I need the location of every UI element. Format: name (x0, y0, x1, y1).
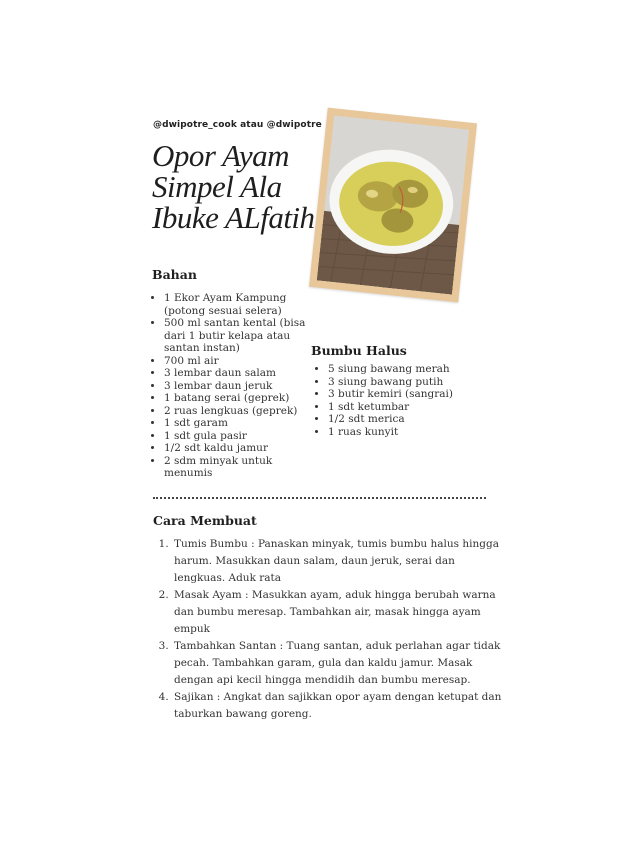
bahan-item: • 500 ml santan kental (bisa dari 1 butir kelapa atau santan instan) (164, 317, 309, 355)
step-item: 4. Sajikan : Angkat dan sajikkan opor ayam dengan ketupat dan taburkan bawang goreng. (172, 689, 507, 723)
steps-list (152, 536, 507, 723)
bumbu-item: • 1 sdt ketumbar (328, 401, 488, 414)
bahan-item: • 1 Ekor Ayam Kampung (potong sesuai selera) (164, 292, 309, 317)
bahan-item: • 1 batang serai (geprek) (164, 392, 309, 405)
bumbu-item: • 3 siung bawang putih (328, 376, 488, 389)
title-line-3: Ibuke ALfatih (152, 200, 315, 235)
step-item: 3. Tambahkan Santan : Tuang santan, aduk perlahan agar tidak pecah. Tambahkan garam, gula dan kaldu jamur. Masak dengan api kecil hingga mendidih dan bumbu meresap. (172, 638, 507, 689)
title-line-1: Opor Ayam (152, 138, 290, 173)
dish-photo-frame (309, 108, 477, 303)
bumbu-item: • 3 butir kemiri (sangrai) (328, 388, 488, 401)
step-item: 1. Tumis Bumbu : Panaskan minyak, tumis bumbu halus hingga harum. Masukkan daun salam, daun jeruk, serai dan lengkuas. Aduk rata (172, 536, 507, 587)
bahan-item: • 2 ruas lengkuas (geprek) (164, 405, 309, 418)
bahan-item: • 1/2 sdt kaldu jamur (164, 442, 309, 455)
bumbu-item: • 1/2 sdt merica (328, 413, 488, 426)
bahan-heading: Bahan (152, 267, 197, 282)
dotted-divider (153, 497, 486, 499)
cara-heading: Cara Membuat (153, 513, 257, 528)
bumbu-list (316, 363, 488, 438)
recipe-title (152, 140, 322, 233)
step-item: 2. Masak Ayam : Masukkan ayam, aduk hingga berubah warna dan bumbu meresap. Tambahkan air, masak hingga ayam empuk (172, 587, 507, 638)
bahan-item: • 3 lembar daun jeruk (164, 380, 309, 393)
bumbu-item: • 5 siung bawang merah (328, 363, 488, 376)
bahan-item: • 1 sdt gula pasir (164, 430, 309, 443)
bumbu-heading: Bumbu Halus (311, 343, 407, 358)
bahan-item: • 2 sdm minyak untuk menumis (164, 455, 309, 480)
opor-ayam-image (317, 115, 470, 294)
bumbu-item: • 1 ruas kunyit (328, 426, 488, 439)
bahan-item: • 1 sdt garam (164, 417, 309, 430)
bahan-item: • 3 lembar daun salam (164, 367, 309, 380)
dish-photo (317, 115, 470, 294)
bahan-item: • 700 ml air (164, 355, 309, 368)
title-line-2: Simpel Ala (152, 169, 282, 204)
bahan-list (152, 292, 309, 480)
author-handle: @dwipotre_cook atau @dwipotre (153, 120, 322, 130)
